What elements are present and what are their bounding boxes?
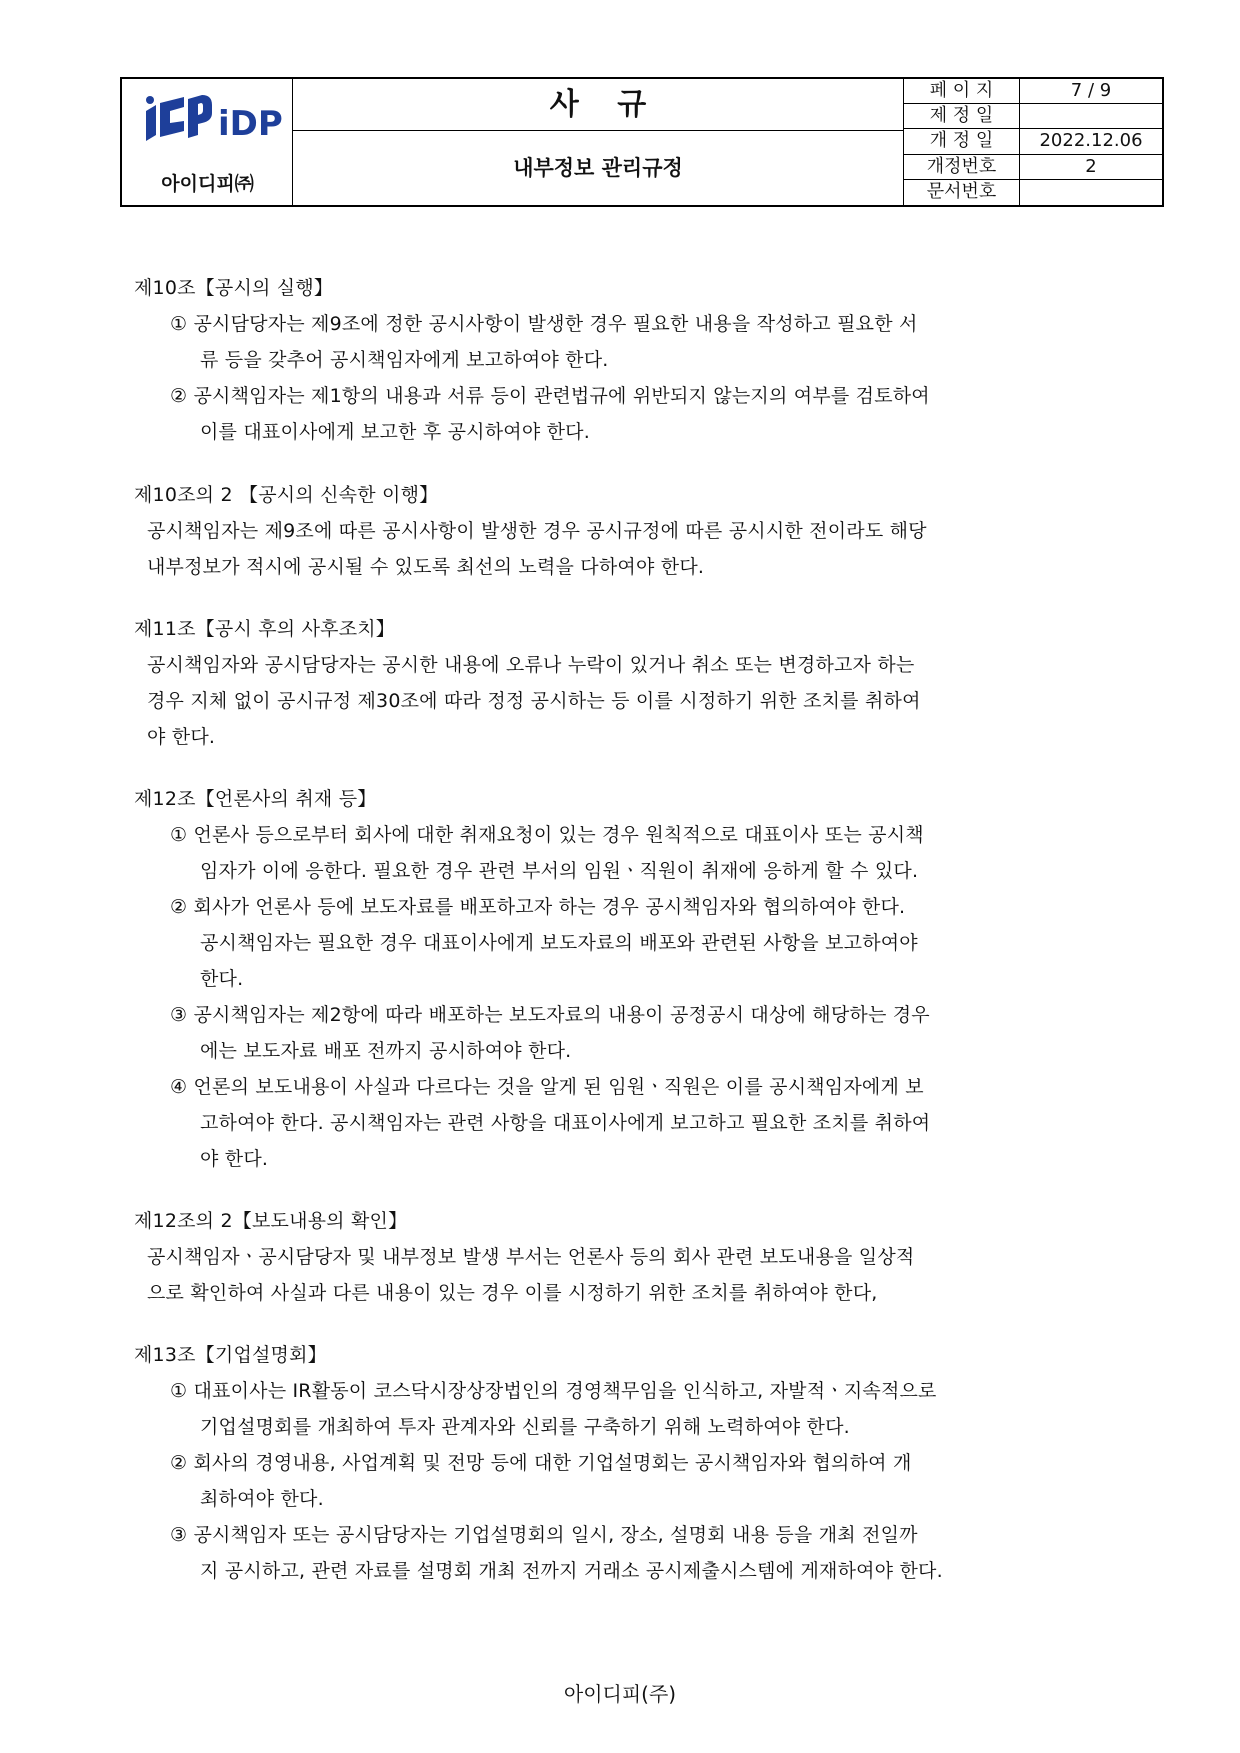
article-item-line: ② 회사의 경영내용, 사업계획 및 전망 등에 대한 기업설명회는 공시책임자와 협의하여 개 xyxy=(170,1452,912,1474)
page-footer: 아이디피(주) xyxy=(563,1682,677,1706)
article-item-line: ② 공시책임자는 제1항의 내용과 서류 등이 관련법규에 위반되지 않는지의 여부를 검토하여 xyxy=(170,385,930,407)
article-item-line: 지 공시하고, 관련 자료를 설명회 개최 전까지 거래소 공시제출시스템에 게재하여야 한다. xyxy=(200,1560,943,1582)
article-item-line: 한다. xyxy=(200,968,244,990)
idp-logo-icon xyxy=(140,91,290,149)
logo-cell xyxy=(122,79,293,205)
article-paragraph-line: 으로 확인하여 사실과 다른 내용이 있는 경우 이를 시정하기 위한 조치를 취하여야 한다, xyxy=(147,1282,878,1304)
article-item-line: ② 회사가 언론사 등에 보도자료를 배포하고자 하는 경우 공시책임자와 협의하여야 한다. xyxy=(170,896,906,918)
article-title: 제13조【기업설명회】 xyxy=(134,1344,327,1366)
article-item-line: ① 공시담당자는 제9조에 정한 공시사항이 발생한 경우 필요한 내용을 작성하고 필요한 서 xyxy=(170,313,918,335)
article-item-line: 에는 보도자료 배포 전까지 공시하여야 한다. xyxy=(200,1040,572,1062)
article-title: 제12조의 2【보도내용의 확인】 xyxy=(134,1210,408,1232)
meta-row-enacted: 제 정 일 xyxy=(904,104,1162,129)
article-title: 제10조【공시의 실행】 xyxy=(134,277,334,299)
document-type: 사 규 xyxy=(293,79,903,131)
document-meta-table xyxy=(904,79,1162,205)
article-item-line: 이를 대표이사에게 보고한 후 공시하여야 한다. xyxy=(200,421,590,443)
meta-row-page: 페 이 지 7 / 9 xyxy=(904,79,1162,104)
article-item-line: 최하여야 한다. xyxy=(200,1488,324,1510)
article-paragraph-line: 공시책임자와 공시담당자는 공시한 내용에 오류나 누락이 있거나 취소 또는 변경하고자 하는 xyxy=(147,654,915,676)
article-item-line: 기업설명회를 개최하여 투자 관계자와 신뢰를 구축하기 위해 노력하여야 한다. xyxy=(200,1416,850,1438)
meta-row-revised: 개 정 일 2022.12.06 xyxy=(904,129,1162,154)
article-item-line: 임자가 이에 응한다. 필요한 경우 관련 부서의 임원ㆍ직원이 취재에 응하게 할 수 있다. xyxy=(200,860,919,882)
article-item-line: ① 대표이사는 IR활동이 코스닥시장상장법인의 경영책무임을 인식하고, 자발적ㆍ지속적으로 xyxy=(170,1380,937,1402)
article-paragraph-line: 내부정보가 적시에 공시될 수 있도록 최선의 노력을 다하여야 한다. xyxy=(147,556,705,578)
article-title: 제12조【언론사의 취재 등】 xyxy=(134,788,377,810)
article-title: 제10조의 2 【공시의 신속한 이행】 xyxy=(134,484,439,506)
article-item-line: ③ 공시책임자 또는 공시담당자는 기업설명회의 일시, 장소, 설명회 내용 등을 개최 전일까 xyxy=(170,1524,918,1546)
article-item-line: 야 한다. xyxy=(200,1148,269,1170)
title-cell xyxy=(293,79,904,205)
document-header xyxy=(120,77,1164,207)
document-title: 내부정보 관리규정 xyxy=(513,156,683,180)
company-name: 아이디피㈜ xyxy=(161,173,254,195)
article-item-line: 류 등을 갖추어 공시책임자에게 보고하여야 한다. xyxy=(200,349,609,371)
svg-text:iDP: iDP xyxy=(218,104,283,144)
article-paragraph-line: 공시책임자는 제9조에 따른 공시사항이 발생한 경우 공시규정에 따른 공시시한 전이라도 해당 xyxy=(147,520,927,542)
article-paragraph-line: 경우 지체 없이 공시규정 제30조에 따라 정정 공시하는 등 이를 시정하기 위한 조치를 취하여 xyxy=(147,690,921,712)
article-item-line: ④ 언론의 보도내용이 사실과 다르다는 것을 알게 된 임원ㆍ직원은 이를 공시책임자에게 보 xyxy=(170,1076,924,1098)
article-paragraph-line: 공시책임자ㆍ공시담당자 및 내부정보 발생 부서는 언론사 등의 회사 관련 보도내용을 일상적 xyxy=(147,1246,915,1268)
meta-row-doc-no: 문서번호 xyxy=(904,180,1162,205)
article-title: 제11조【공시 후의 사후조치】 xyxy=(134,618,395,640)
article-item-line: ③ 공시책임자는 제2항에 따라 배포하는 보도자료의 내용이 공정공시 대상에 해당하는 경우 xyxy=(170,1004,930,1026)
article-item-line: 고하여야 한다. 공시책임자는 관련 사항을 대표이사에게 보고하고 필요한 조치를 취하여 xyxy=(200,1112,931,1134)
article-item-line: ① 언론사 등으로부터 회사에 대한 취재요청이 있는 경우 원칙적으로 대표이사 또는 공시책 xyxy=(170,824,924,846)
article-item-line: 공시책임자는 필요한 경우 대표이사에게 보도자료의 배포와 관련된 사항을 보고하여야 xyxy=(200,932,918,954)
meta-row-revision-no: 개정번호 2 xyxy=(904,155,1162,180)
article-paragraph-line: 야 한다. xyxy=(147,726,216,748)
